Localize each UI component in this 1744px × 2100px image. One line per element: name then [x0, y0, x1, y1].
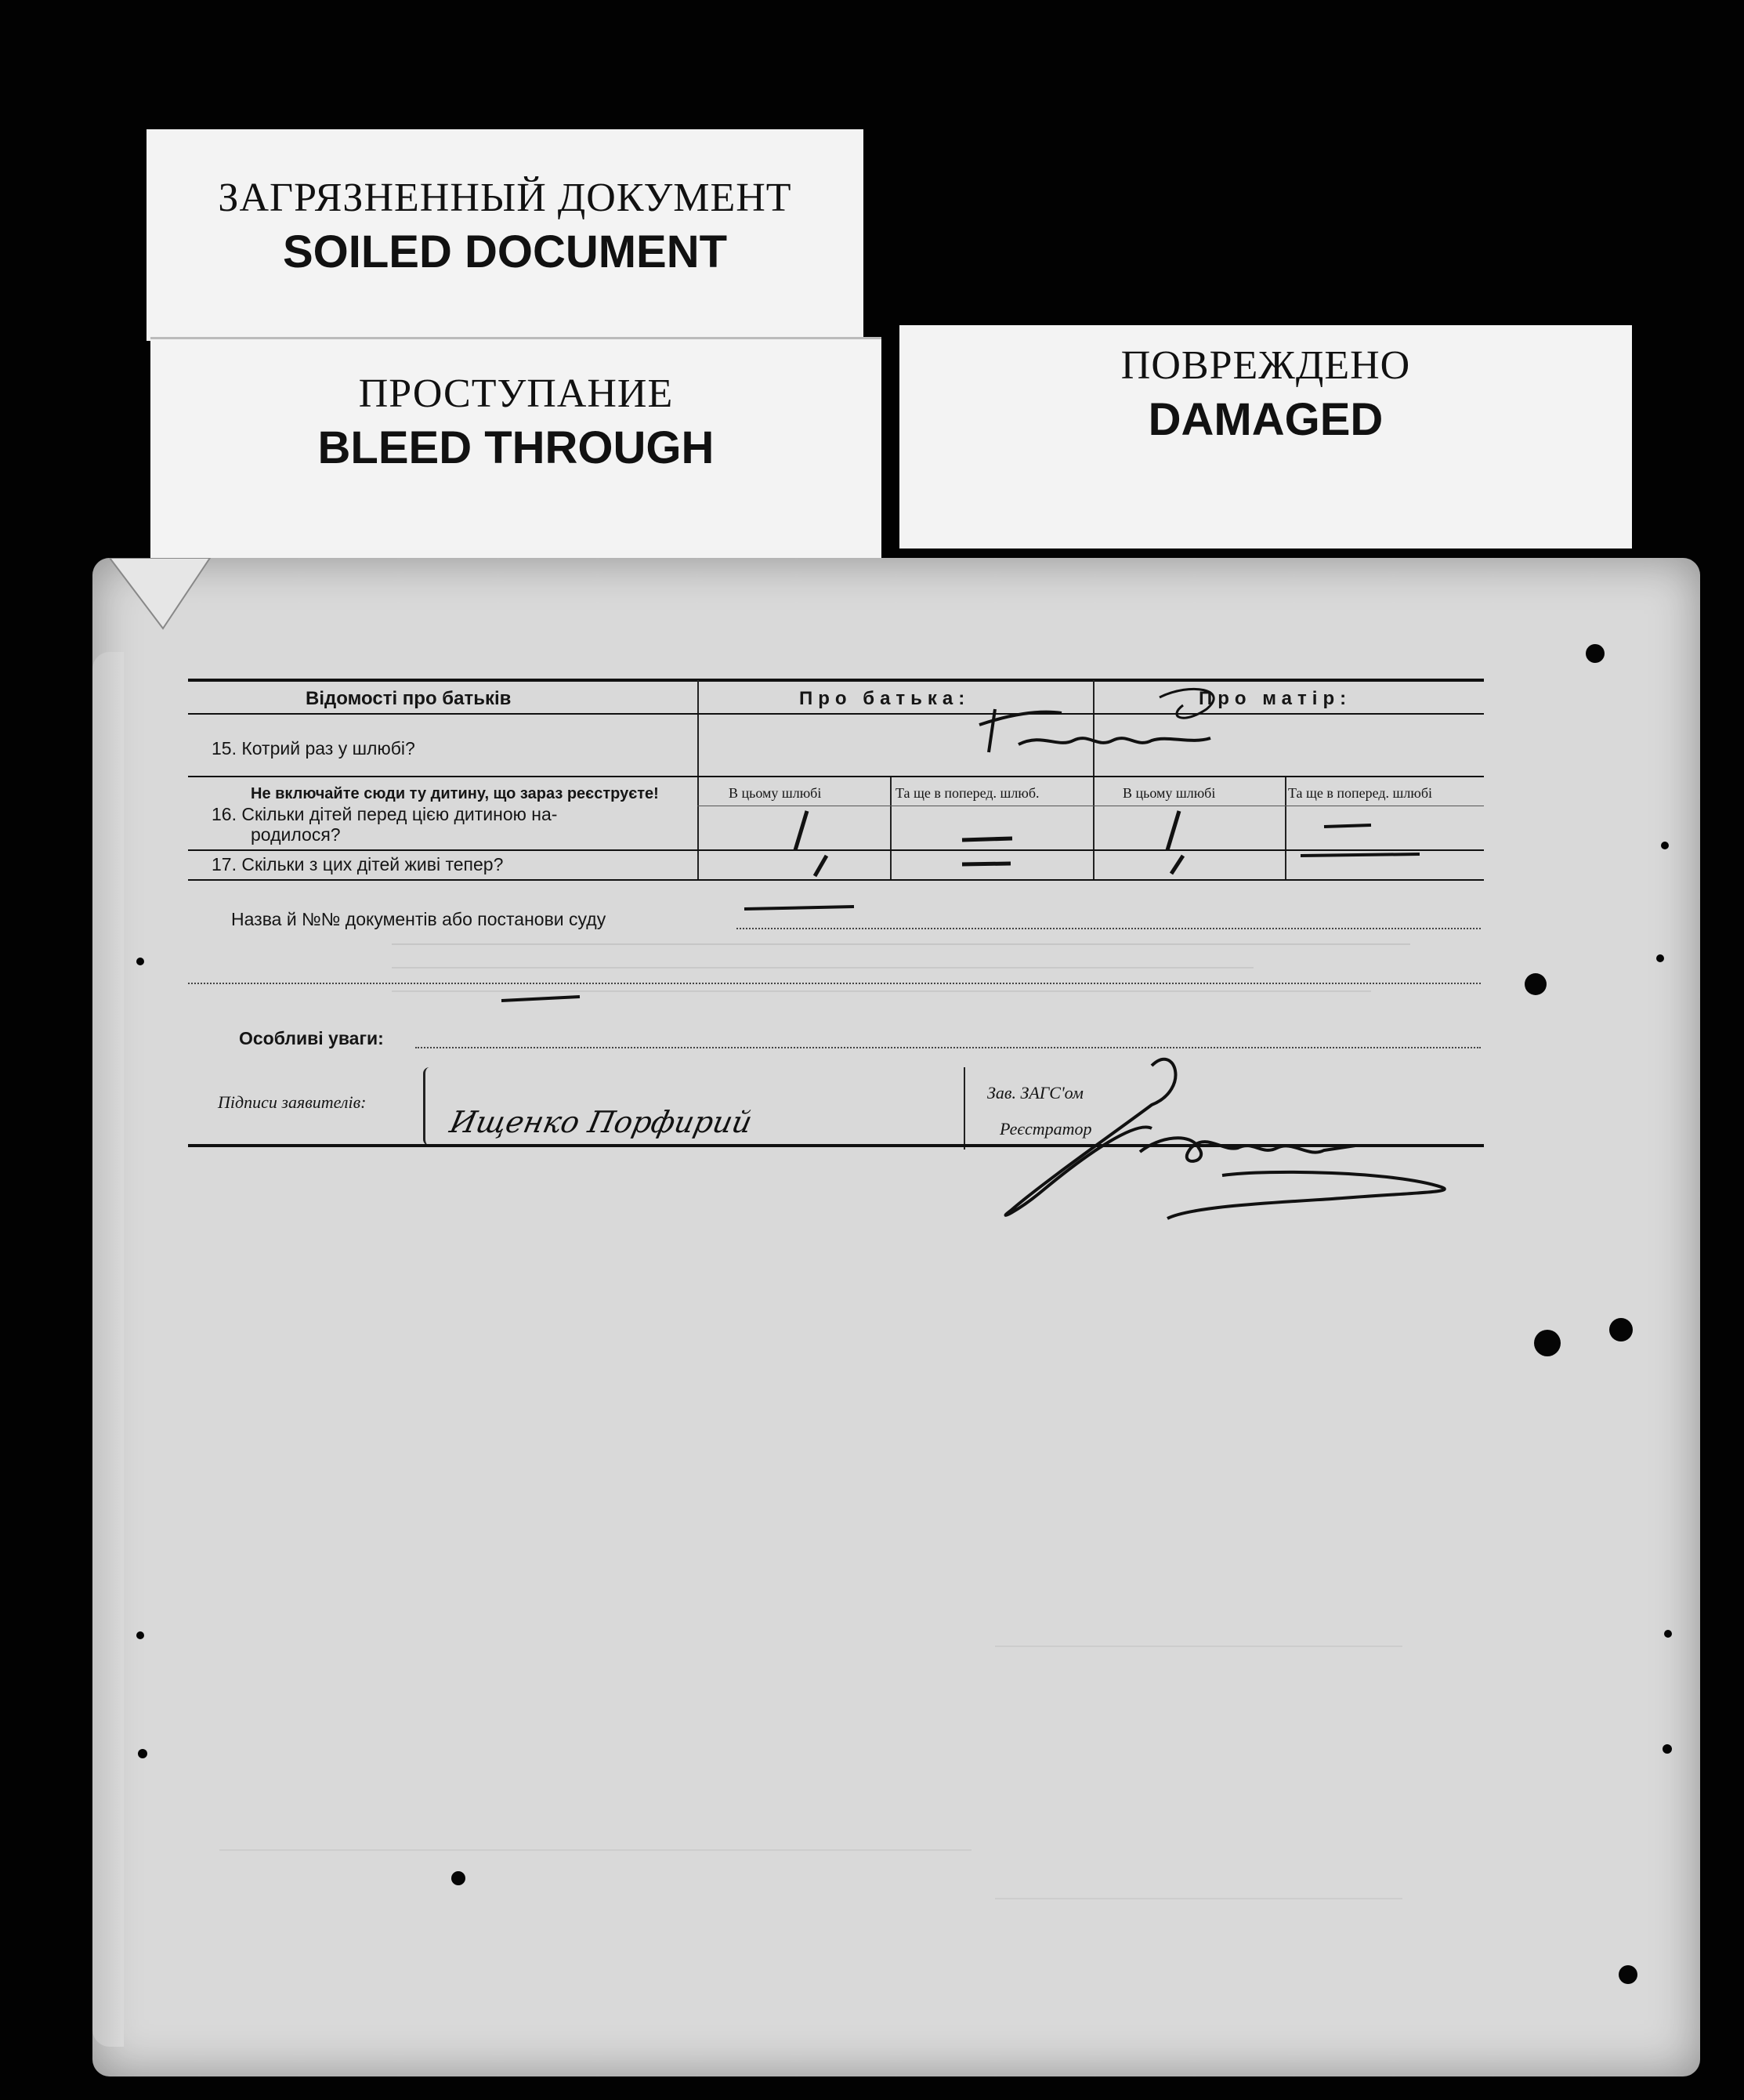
notes-dash	[501, 997, 580, 1001]
documents-dash	[744, 907, 854, 909]
q16-father-prev	[962, 838, 1012, 840]
question-15: 15. Котрий раз у шлюбі?	[212, 738, 415, 759]
soiled-tag-ru: ЗАГРЯЗНЕННЫЙ ДОКУМЕНТ	[218, 176, 792, 220]
subcol-prev-marriage-mother: Та ще в поперед. шлюбі	[1288, 785, 1432, 801]
header-about-mother: Про матір:	[1199, 688, 1352, 709]
registrar-signature	[1006, 1059, 1445, 1218]
header-scribble	[979, 709, 1210, 752]
applicant-signature: Ищенко Порфирий	[447, 1105, 755, 1139]
q17-mother-this	[1171, 856, 1183, 874]
header-about-father: Про батька:	[799, 688, 971, 709]
subcol-this-marriage-mother: В цьому шлюбі	[1123, 785, 1216, 801]
question-17: 17. Скільки з цих дітей живі тепер?	[212, 854, 504, 874]
documents-label: Назва й №№ документів або постанови суду	[231, 909, 606, 929]
zags-head-label: Зав. ЗАГС'ом	[987, 1083, 1084, 1102]
q17-father-this	[815, 856, 827, 876]
applicant-signatures-label: Підписи заявителів:	[218, 1092, 367, 1112]
registrar-label: Реєстратор	[1000, 1119, 1092, 1139]
warning-text: Не включайте сюди ту дитину, що зараз реєструєте!	[251, 785, 659, 802]
soiled-tag-en: SOILED DOCUMENT	[282, 226, 728, 277]
question-16-line1: 16. Скільки дітей перед цією дитиною на-	[212, 804, 558, 824]
bleed-tag-ru: ПРОСТУПАНИЕ	[358, 371, 674, 416]
question-16-line2: родилося?	[251, 824, 341, 845]
damaged-tag-ru: ПОВРЕЖДЕНО	[1120, 343, 1411, 388]
header-scribble-2	[1160, 689, 1214, 718]
bleed-tag-en: BLEED THROUGH	[317, 422, 715, 473]
subcol-prev-marriage-father: Та ще в поперед. шлюб.	[896, 785, 1040, 801]
subcol-this-marriage-father: В цьому шлюбі	[729, 785, 822, 801]
damaged-tag-en: DAMAGED	[1148, 394, 1384, 445]
q17-mother-prev	[1301, 854, 1420, 856]
q16-mother-this	[1167, 811, 1179, 850]
q16-mother-prev	[1324, 825, 1371, 827]
q16-father-this	[795, 811, 807, 850]
special-notes-label: Особливі уваги:	[239, 1028, 384, 1048]
header-parents-info: Відомості про батьків	[306, 688, 512, 709]
